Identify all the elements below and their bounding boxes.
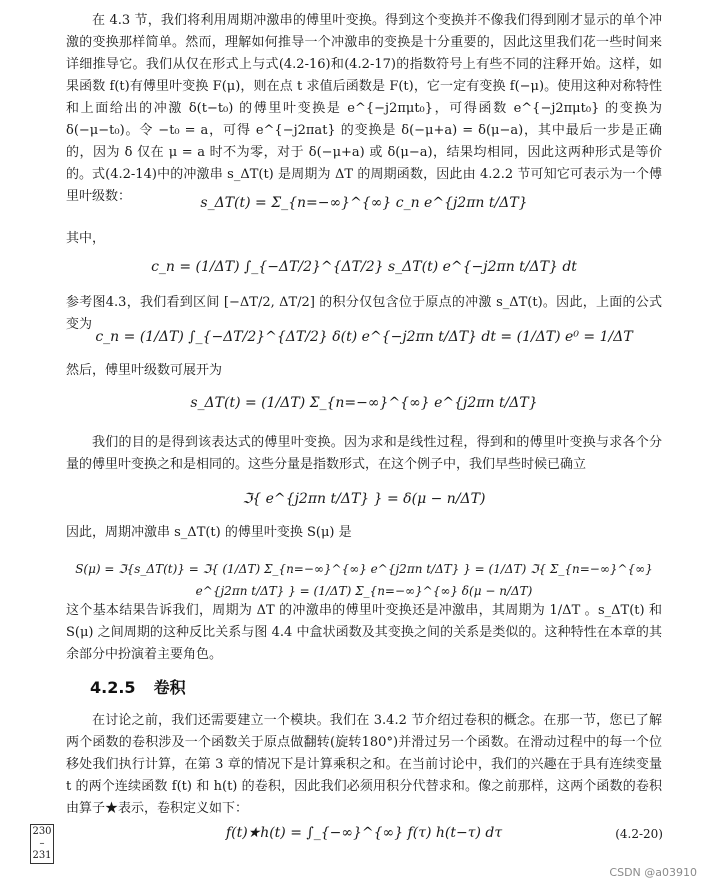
paragraph-convolution: 在讨论之前，我们还需要建立一个模块。我们在 3.4.2 节介绍过卷积的概念。在那一节，您已了解两个函数的卷积涉及一个函数关于原点做翻转(旋转180°)并滑过另一个函数。在滑动过程中的每一个位移处我们执行计算，在第 3 章的情况下是计算乘积之和。在当前讨论中，我们的兴趣在于具有连续变量 t 的两个连续函数 f(t) 和 h(t) 的卷积，因此我们必须用积分代替求和。像之前那样，这两个函数的卷积由算子★表示，卷积定义如下： [66, 713, 662, 816]
watermark: CSDN @a03910 [609, 866, 697, 879]
equation-convolution: f(t)★h(t) = ∫_{−∞}^{∞} f(τ) h(t−τ) dτ [225, 825, 503, 841]
equation-fourier-series: s_ΔT(t) = Σ_{n=−∞}^{∞} c_n e^{j2πn t/ΔT} [200, 195, 528, 211]
equation-cn-definition: c_n = (1/ΔT) ∫_{−ΔT/2}^{ΔT/2} s_ΔT(t) e^{−j2πn t/ΔT} dt [151, 259, 577, 275]
paragraph-where: 其中， [66, 231, 106, 246]
paragraph-therefore: 因此，周期冲激串 s_ΔT(t) 的傅里叶变换 S(μ) 是 [66, 525, 352, 540]
page-number: 230 – 231 [30, 824, 54, 864]
paragraph-figure-reference: 参考图4.3，我们看到区间 [−ΔT/2, ΔT/2] 的积分仅包含位于原点的冲激 s_ΔT(t)。因此，上面的公式变为 [66, 295, 662, 332]
paragraph-impulse-train: 式(4.2-14)中的冲激串 s_ΔT(t) 是周期为 ΔT 的周期函数，因此由 4.2.2 节可知它可表示为一个傅里叶级数： [66, 167, 662, 204]
section-title: 卷积 [153, 678, 186, 697]
equation-series-expanded: s_ΔT(t) = (1/ΔT) Σ_{n=−∞}^{∞} e^{j2πn t/ΔT} [190, 395, 538, 411]
paragraph-intro: 在 4.3 节，我们将利用周期冲激串的傅里叶变换。得到这个变换并不像我们得到刚才显示的单个冲激的变换那样简单。然而，理解如何推导一个冲激串的变换是十分重要的，因此这里我们花一些时间来详细推导它。我们从仅在形式上与式(4.2-16)和(4.2-17)的指数符号上有些不同的注释开始。这样，如果函数 f(t)有傅里叶变换 F(μ)，则在点 t 求值后函数是 F(t)，它一定有变换 f(−μ)。使用这种对称特性和上面给出的冲激 δ(t−t₀) 的傅里叶变换是 e^{−j2πμt₀}，可得函数 e^{−j2πμt₀} 的变换为 δ(−μ−t₀)。令 −t₀ = a，可得 e^{−j2πat} 的变换是 δ(−μ+a) = δ(μ−a)，其中最后一步是正确的，因为 δ 仅在 μ = a 时不为零，对于 δ(−μ+a) 或 δ(μ−a)，结果均相同，因此这两种形式是等价的。 [66, 13, 662, 182]
section-heading [90, 677, 204, 699]
section-number: 4.2.5 [90, 678, 136, 697]
paragraph-expand: 然后，傅里叶级数可展开为 [66, 363, 223, 378]
paragraph-goal: 我们的目的是得到该表达式的傅里叶变换。因为求和是线性过程，得到和的傅里叶变换与求各个分量的傅里叶变换之和是相同的。这些分量是指数形式，在这个例子中，我们早些时候已确立 [66, 435, 662, 472]
equation-impulse-train-transform: S(μ) = ℑ{s_ΔT(t)} = ℑ{ (1/ΔT) Σ_{n=−∞}^{∞} e^{j2πn t/ΔT} } = (1/ΔT) ℑ{ Σ_{n=−∞}^{∞} e^{j2πn t/ΔT} } = (1/ΔT) Σ_{n=−∞}^{∞} δ(μ − n/ΔT) [75, 562, 653, 598]
paragraph-basic-result: 这个基本结果告诉我们，周期为 ΔT 的冲激串的傅里叶变换还是冲激串，其周期为 1/ΔT 。s_ΔT(t) 和 S(μ) 之间周期的这种反比关系与图 4.4 中盒状函数及其变换之间的关系是类似的。这种特性在本章的其余部分中扮演着主要角色。 [66, 603, 662, 662]
equation-exponential-transform: ℑ{ e^{j2πn t/ΔT} } = δ(μ − n/ΔT) [242, 491, 486, 507]
equation-number: (4.2-20) [615, 827, 663, 841]
equation-cn-result: c_n = (1/ΔT) ∫_{−ΔT/2}^{ΔT/2} δ(t) e^{−j2πn t/ΔT} dt = (1/ΔT) e⁰ = 1/ΔT [95, 329, 633, 345]
